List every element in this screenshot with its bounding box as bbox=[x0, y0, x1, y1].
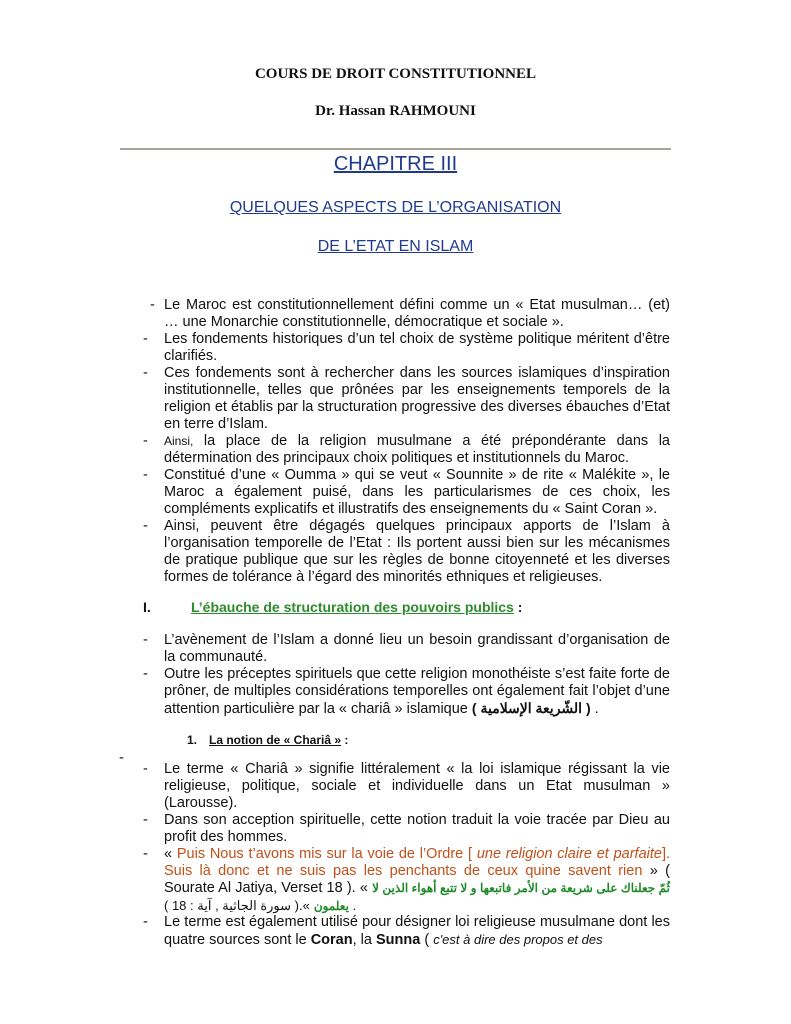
subsection-colon: : bbox=[344, 733, 349, 747]
last-text bbox=[164, 914, 670, 949]
section-text-1: L’avènement de l’Islam a donné lieu un besoin grandissant d’organisation de la communauté. bbox=[164, 632, 670, 665]
stray-dash bbox=[119, 750, 124, 767]
intro-text-4 bbox=[164, 433, 670, 467]
bullet-dash: - bbox=[119, 750, 124, 766]
chariah-text-2: Dans son acception spirituelle, cette notion traduit la voie tracée par Dieu au profit des hommes. bbox=[164, 812, 670, 845]
last-part1: Le terme est également utilisé pour désigner loi religieuse musulmane dont les quatre sources sont le bbox=[164, 914, 670, 948]
bullet-dash: - bbox=[143, 433, 148, 449]
ainsi-word: Ainsi, bbox=[164, 434, 194, 448]
last-mid: , la bbox=[352, 932, 372, 948]
bullet-dash: - bbox=[143, 632, 148, 648]
intro-text-1: Le Maroc est constitutionnellement défini comme un « Etat musulman… (et) … une Monarchie constitutionnelle, démocratique et sociale ». bbox=[164, 297, 670, 330]
arabic-sharia: ( الشّريعة الإسلامية ) bbox=[471, 700, 591, 716]
intro-text-4-body: la place de la religion musulmane a été prépondérante dans la détermination des principaux choix politiques et institutionnels du Maroc. bbox=[164, 433, 670, 466]
section-heading bbox=[191, 599, 522, 615]
word-sunna: Sunna bbox=[375, 932, 421, 948]
end-dot: . bbox=[594, 701, 599, 717]
subsection-number: 1. bbox=[187, 733, 198, 747]
section-text-2-body: Outre les préceptes spirituels que cette religion monothéiste s’est faite forte de prôner, de multiples considérations temporelles ont également fait l’objet d’une attention particulière par la « chariâ » islamique bbox=[164, 666, 670, 717]
chapter-number: CHAPITRE III bbox=[333, 153, 458, 175]
chapter-title-line1: QUELQUES ASPECTS DE L’ORGANISATION bbox=[229, 199, 562, 216]
section-colon: : bbox=[517, 599, 523, 615]
quote-close: » ( Sourate Al Jatiya, Verset 18 ). « bbox=[164, 863, 671, 896]
header-divider bbox=[120, 148, 671, 150]
quote-part1: Puis Nous t’avons mis sur la voie de l’Ordre [ bbox=[176, 846, 473, 862]
intro-text-5: Constitué d’une « Oumma » qui se veut « Sounnite » de rite « Malékite », le Maroc a également puisé, dans les particularismes de ces choix, les compléments explicatifs et illustratifs des enseignements du « Saint Coran ». bbox=[164, 467, 670, 517]
course-title: COURS DE DROIT CONSTITUTIONNEL bbox=[254, 66, 537, 82]
bullet-dash: - bbox=[143, 467, 148, 483]
word-coran: Coran bbox=[310, 932, 353, 948]
intro-text-6: Ainsi, peuvent être dégagés quelques principaux apports de l’Islam à l’organisation temporelle de l’Etat : Ils portent aussi bien sur les mécanismes de pratique publique que sur les règles de bonne citoyenneté et les diverses formes de tolérance à l’égard des minorités ethniques et religieuses. bbox=[164, 518, 670, 585]
section-text-2 bbox=[164, 666, 670, 718]
bullet-dash: - bbox=[143, 518, 148, 534]
bullet-dash: - bbox=[143, 914, 148, 930]
chapter-title-line2: DE L’ETAT EN ISLAM bbox=[317, 238, 474, 255]
quote-text bbox=[164, 846, 670, 915]
quote-open: « bbox=[164, 846, 173, 862]
last-paren: ( bbox=[424, 932, 430, 948]
quote-italic: une religion claire et parfaite bbox=[476, 846, 662, 862]
subsection-title: La notion de « Chariâ » bbox=[209, 733, 342, 747]
chariah-text-1: Le terme « Chariâ » signifie littéralement « la loi islamique régissant la vie religieuse, politique, sociale et individuelle dans un Etat musulman » (Larousse). bbox=[164, 761, 670, 811]
bullet-dash: - bbox=[143, 365, 148, 381]
quote-part2: ]. Suis là donc et ne suis pas les penchants de ceux quine savent rien bbox=[164, 846, 671, 879]
section-number: I. bbox=[143, 599, 151, 615]
subsection-heading bbox=[209, 733, 348, 747]
bullet-dash: - bbox=[143, 812, 148, 828]
section-title: L’ébauche de structuration des pouvoirs publics bbox=[191, 599, 514, 615]
bullet-dash: - bbox=[143, 846, 148, 862]
intro-text-2: Les fondements historiques d’un tel choix de système politique méritent d’être clarifiés. bbox=[164, 331, 670, 364]
author-name: Dr. Hassan RAHMOUNI bbox=[315, 103, 476, 119]
bullet-dash: - bbox=[150, 297, 155, 313]
bullet-dash: - bbox=[143, 331, 148, 347]
quote-ref: ».( سورة الجاثية , آية : 18 ) . bbox=[164, 898, 357, 913]
quote-arabic: ثُمّ جعلناك على شريعة من الأمر فاتبعها و لا تتبع أهواء الذين لا يعلمون bbox=[313, 881, 670, 913]
intro-text-3: Ces fondements sont à rechercher dans les sources islamiques d’inspiration institutionnelle, telles que prônées par les enseignements temporels de la religion et établis par la structuration progressive des diverses ébauches d’Etat en terre d’Islam. bbox=[164, 365, 670, 432]
last-italic: c'est à dire des propos et des bbox=[433, 932, 603, 947]
bullet-dash: - bbox=[143, 761, 148, 777]
bullet-dash: - bbox=[143, 666, 148, 682]
